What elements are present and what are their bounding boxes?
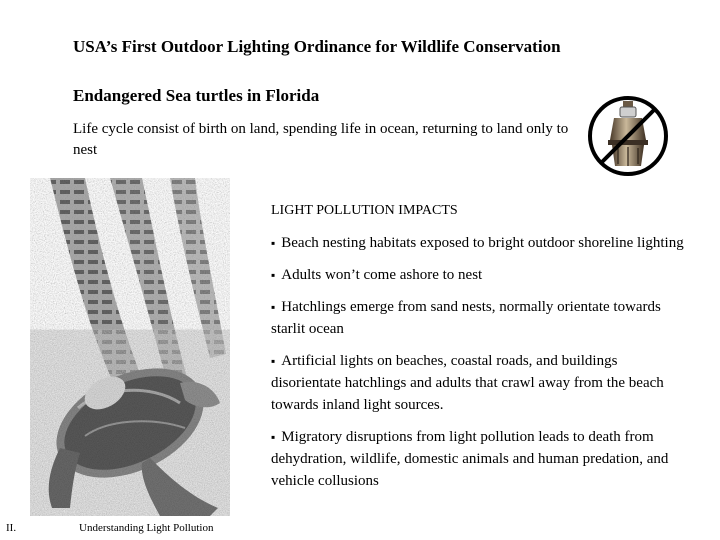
list-item — [271, 264, 691, 286]
footer-section-title: Understanding Light Pollution — [79, 522, 214, 534]
bullet-text: Migratory disruptions from light pollution leads to death from dehydration, wildlife, domestic animals and human predation, and vehicle collusions — [271, 429, 669, 489]
bullet-marker: ▪ — [271, 300, 276, 314]
impacts-heading: LIGHT POLLUTION IMPACTS — [271, 203, 458, 218]
intro-text: Life cycle consist of birth on land, spending life in ocean, returning to land only to nest — [73, 121, 569, 158]
bullet-text: Adults won’t come ashore to nest — [281, 267, 483, 283]
bullet-marker: ▪ — [271, 354, 276, 368]
bullet-text: Hatchlings emerge from sand nests, normally orientate towards starlit ocean — [271, 299, 661, 337]
bullet-marker: ▪ — [271, 430, 276, 444]
list-item — [271, 426, 691, 492]
list-item — [271, 232, 691, 254]
bullet-marker: ▪ — [271, 268, 276, 282]
sea-turtle-photo — [30, 178, 230, 516]
bullet-text: Artificial lights on beaches, coastal roads, and buildings disorientate hatchlings and adults that crawl away from the beach towards inland light sources. — [271, 353, 664, 413]
no-light-fixture-icon — [586, 94, 670, 178]
slide-subtitle: Endangered Sea turtles in Florida — [73, 86, 320, 105]
footer-section-number: II. — [6, 522, 17, 534]
slide-title: USA’s First Outdoor Lighting Ordinance for Wildlife Conservation — [73, 37, 561, 56]
list-item — [271, 350, 691, 416]
list-item — [271, 296, 691, 340]
bullet-text: Beach nesting habitats exposed to bright outdoor shoreline lighting — [281, 235, 684, 251]
bullet-marker: ▪ — [271, 236, 276, 250]
impacts-list — [271, 232, 691, 502]
